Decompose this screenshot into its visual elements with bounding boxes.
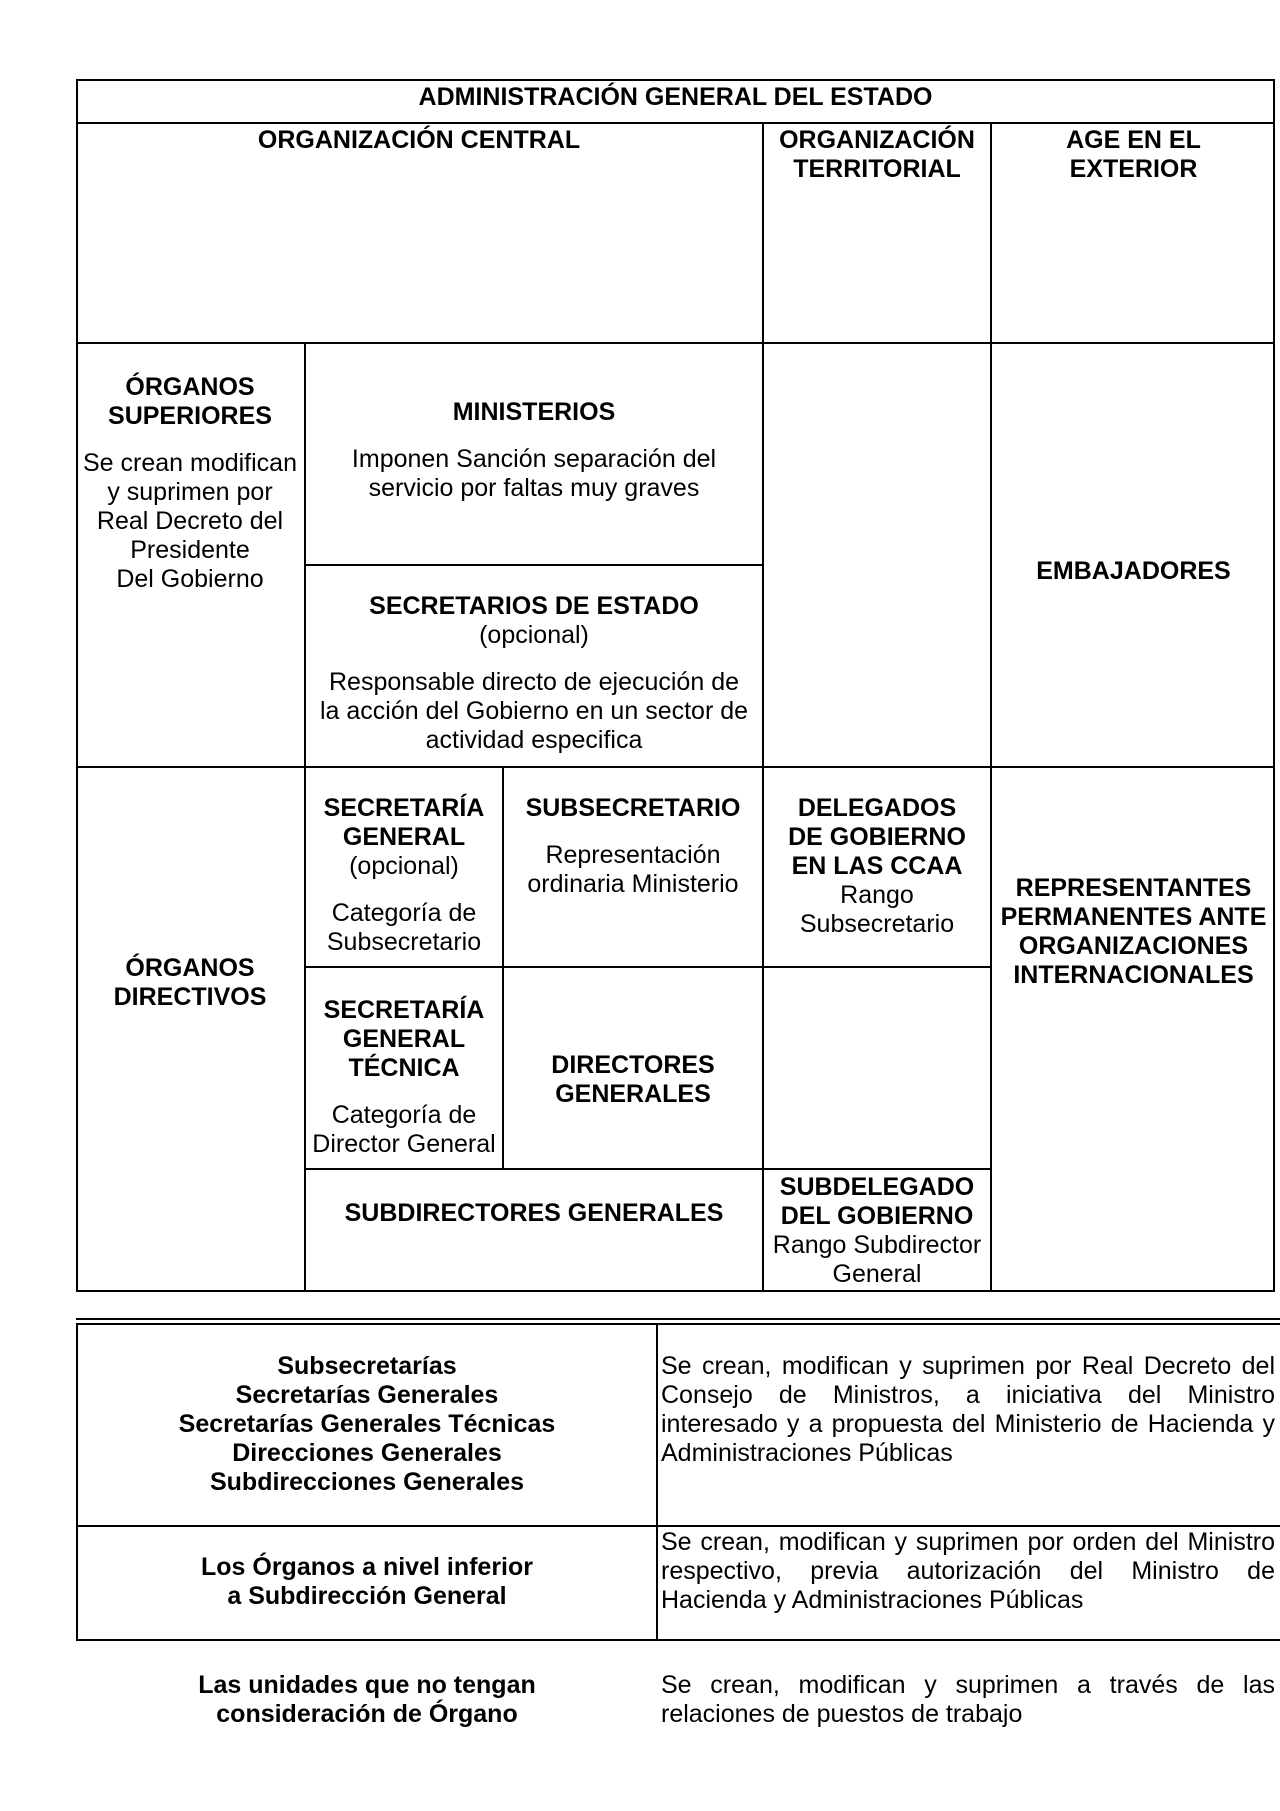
organos-superiores-heading: SUPERIORES (108, 402, 272, 430)
secretarios-estado-text: Responsable directo de ejecución de (329, 668, 739, 696)
subsecretario-cell (504, 794, 762, 899)
ministerios-heading: MINISTERIOS (452, 398, 616, 426)
secretaria-general-tecnica-heading: SECRETARÍA (323, 996, 485, 1024)
divider (76, 122, 1275, 124)
secretaria-general-tecnica-text: Director General (312, 1130, 496, 1158)
subdelegado-heading: DEL GOBIERNO (780, 1202, 974, 1230)
representantes-line: INTERNACIONALES (1013, 961, 1254, 989)
ministerios-text: servicio por faltas muy graves (368, 474, 700, 502)
secretarios-estado-text: la acción del Gobierno en un sector de (319, 697, 749, 725)
rule-row-2-organs (78, 1553, 656, 1611)
rule-organ-line: Direcciones Generales (232, 1439, 502, 1467)
rule-row-3-organs (78, 1671, 656, 1729)
divider (990, 122, 992, 1292)
column-central-label: ORGANIZACIÓN CENTRAL (257, 126, 581, 154)
divider (305, 966, 992, 968)
delegados-cell (764, 794, 990, 939)
ministerios-text: Imponen Sanción separación del (351, 445, 717, 473)
organos-superiores-text: Del Gobierno (116, 565, 264, 593)
secretaria-general-cell (306, 794, 502, 957)
rule-row-1-text: Se crean, modifican y suprimen por Real Decreto del Consejo de Ministros, a iniciativa del Ministro interesado y a propuesta del Ministerio de Hacienda y Administraciones Públicas (661, 1352, 1275, 1467)
divider (656, 1323, 658, 1641)
rule-organ-line: Subsecretarías (277, 1352, 457, 1380)
rule-organ-line: Secretarías Generales (235, 1381, 499, 1409)
organos-directivos-heading: ÓRGANOS (125, 954, 255, 982)
rule-row-2-text: Se crean, modifican y suprimen por orden del Ministro respectivo, previa autorización del Ministro de Hacienda y Administraciones Públicas (661, 1528, 1275, 1614)
secretarios-estado-note: (opcional) (479, 621, 589, 649)
column-central-header (76, 126, 762, 155)
subdelegado-text: General (832, 1260, 922, 1288)
divider (305, 564, 763, 566)
chart-title-text: ADMINISTRACIÓN GENERAL DEL ESTADO (418, 83, 933, 111)
rule-organ-line: Las unidades que no tengan (198, 1671, 536, 1699)
delegados-heading: DE GOBIERNO (788, 823, 966, 851)
organos-superiores-text: y suprimen por (107, 478, 273, 506)
organos-superiores-cell (76, 373, 304, 594)
column-exterior-line: EXTERIOR (1069, 155, 1198, 183)
delegados-heading: EN LAS CCAA (791, 852, 963, 880)
organos-superiores-text: Presidente (130, 536, 250, 564)
rule-organ-line: consideración de Órgano (216, 1700, 518, 1728)
rule-organ-line: Los Órganos a nivel inferior (200, 1553, 534, 1581)
subdelegado-heading: SUBDELEGADO (779, 1173, 975, 1201)
divider (76, 1318, 1280, 1320)
representantes-line: ORGANIZACIONES (1018, 932, 1249, 960)
representantes-cell (992, 874, 1275, 990)
delegados-text: Subsecretario (799, 910, 955, 938)
secretarios-estado-text: actividad especifica (425, 726, 643, 754)
column-exterior-line: AGE EN EL (1066, 126, 1201, 154)
rule-organ-line: a Subdirección General (227, 1582, 507, 1610)
secretaria-general-tecnica-text: Categoría de (331, 1101, 477, 1129)
secretaria-general-text: Categoría de (331, 899, 477, 927)
secretarios-estado-heading: SECRETARIOS DE ESTADO (369, 592, 699, 620)
organos-superiores-heading: ÓRGANOS (125, 373, 255, 401)
subsecretario-text: Representación (545, 841, 721, 869)
rule-organ-line: Secretarías Generales Técnicas (178, 1410, 556, 1438)
secretaria-general-heading: GENERAL (342, 823, 466, 851)
rule-row-1-organs (78, 1352, 656, 1497)
secretaria-general-heading: SECRETARÍA (323, 794, 485, 822)
directores-generales-cell (504, 1051, 762, 1109)
rule-organ-line: Subdirecciones Generales (209, 1468, 525, 1496)
column-territorial-line: TERRITORIAL (793, 155, 961, 183)
directores-generales-line: DIRECTORES (551, 1051, 715, 1079)
secretaria-general-note: (opcional) (349, 852, 459, 880)
subdelegado-cell (764, 1173, 990, 1289)
divider (305, 1168, 992, 1170)
subdirectores-generales-label: SUBDIRECTORES GENERALES (344, 1199, 724, 1227)
divider (76, 1525, 1280, 1527)
embajadores-cell (992, 557, 1275, 586)
ministerios-cell (306, 398, 762, 503)
delegados-text: Rango (840, 881, 914, 909)
secretaria-general-text: Subsecretario (326, 928, 482, 956)
subsecretario-heading: SUBSECRETARIO (525, 794, 741, 822)
delegados-heading: DELEGADOS (797, 794, 957, 822)
divider (762, 122, 764, 1292)
secretaria-general-tecnica-heading: GENERAL (342, 1025, 466, 1053)
organos-directivos-cell (76, 954, 304, 1012)
secretaria-general-tecnica-cell (306, 996, 502, 1159)
representantes-line: REPRESENTANTES (1015, 874, 1252, 902)
subdirectores-generales-cell (306, 1199, 762, 1228)
divider (76, 766, 1275, 768)
column-exterior-header (992, 126, 1275, 184)
embajadores-label: EMBAJADORES (1036, 557, 1231, 585)
rule-row-3-text: Se crean, modifican y suprimen a través de las relaciones de puestos de trabajo (661, 1671, 1275, 1728)
representantes-line: PERMANENTES ANTE (1000, 903, 1267, 931)
secretarios-estado-cell (306, 592, 762, 755)
organos-superiores-text: Real Decreto del (96, 507, 284, 535)
column-territorial-line: ORGANIZACIÓN (779, 126, 975, 154)
directores-generales-line: GENERALES (555, 1080, 711, 1108)
divider (76, 342, 1275, 344)
chart-title (76, 80, 1275, 122)
subdelegado-text: Rango Subdirector (772, 1231, 982, 1259)
subsecretario-text: ordinaria Ministerio (527, 870, 739, 898)
organos-directivos-heading: DIRECTIVOS (113, 983, 267, 1011)
secretaria-general-tecnica-heading: TÉCNICA (348, 1054, 460, 1082)
organos-superiores-text: Se crean modifican (82, 449, 297, 477)
column-territorial-header (764, 126, 990, 184)
